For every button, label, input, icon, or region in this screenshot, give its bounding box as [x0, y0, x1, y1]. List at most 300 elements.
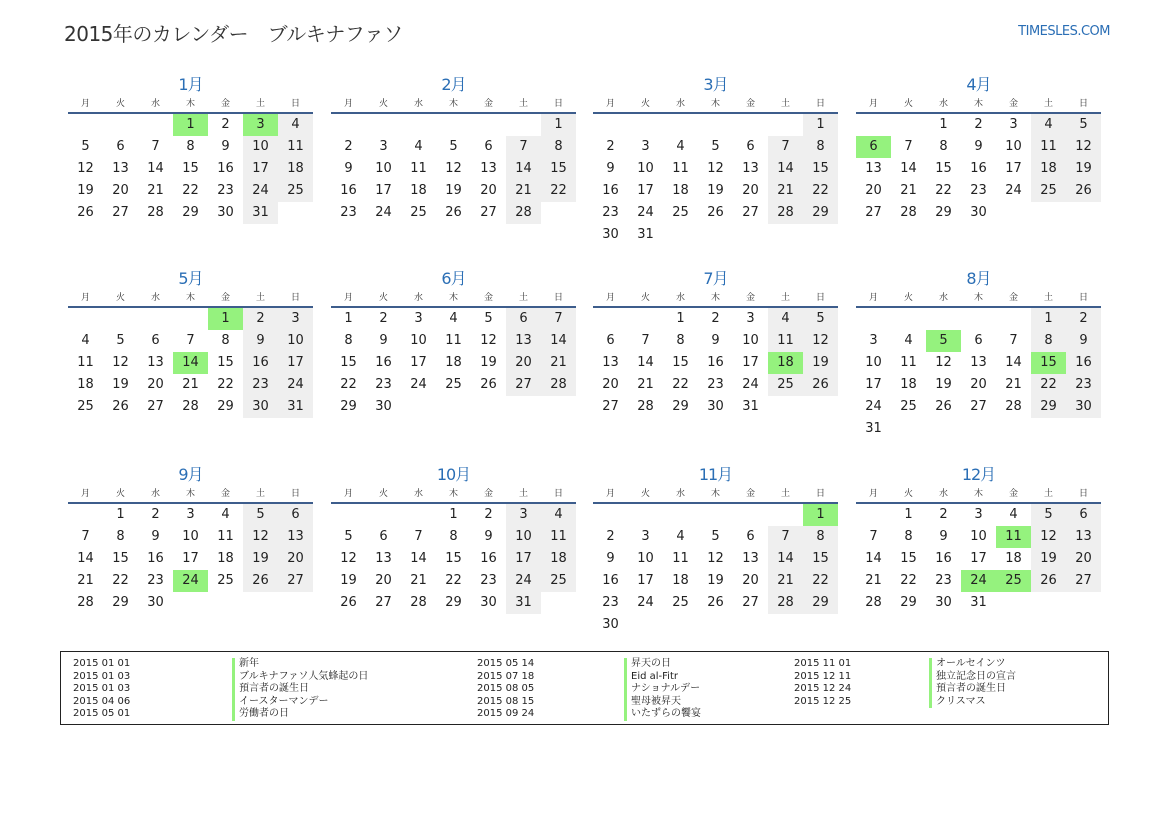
day-cell: 24: [1005, 183, 1022, 198]
weekday-label: 金: [483, 99, 493, 109]
day-cell: 9: [243, 330, 278, 352]
day-cell: 9: [939, 529, 948, 544]
holiday-name: 新年: [239, 658, 259, 669]
day-cell: 31: [278, 396, 313, 418]
day-cell: 21: [147, 183, 164, 198]
day-cell: 5: [344, 529, 353, 544]
day-cell: 29: [340, 399, 357, 414]
day-cell: 29: [672, 399, 689, 414]
day-cell: 3: [278, 308, 313, 330]
day-cell: 28: [865, 595, 882, 610]
day-cell: 28: [541, 374, 576, 396]
empty-cell: [628, 308, 663, 330]
empty-cell: [891, 308, 926, 330]
day-cell: 7: [506, 136, 541, 158]
day-cell: 2: [711, 311, 720, 326]
day-cell: 27: [506, 374, 541, 396]
day-cell: 17: [742, 355, 759, 370]
weekday-header: [593, 290, 838, 308]
day-grid: [856, 114, 1101, 224]
holiday-names-column: [929, 658, 1016, 708]
day-cell: 17: [506, 548, 541, 570]
day-cell: 13: [506, 330, 541, 352]
day-cell: 31: [970, 595, 987, 610]
day-cell: 20: [375, 573, 392, 588]
day-cell: 9: [974, 139, 983, 154]
day-cell: 19: [1066, 158, 1101, 180]
day-cell: 9: [484, 529, 493, 544]
day-cell: 13: [375, 551, 392, 566]
month-7: [593, 269, 838, 418]
day-cell: 7: [1009, 333, 1018, 348]
day-cell: 23: [340, 205, 357, 220]
weekday-label: 土: [1043, 99, 1053, 109]
day-cell: 31: [506, 592, 541, 614]
day-cell: 18: [672, 573, 689, 588]
weekday-label: 水: [413, 489, 423, 499]
day-cell: 18: [1005, 551, 1022, 566]
holiday-day-cell: 25: [996, 570, 1031, 592]
weekday-label: 日: [815, 99, 825, 109]
day-cell: 27: [742, 205, 759, 220]
day-cell: 27: [970, 399, 987, 414]
weekday-label: 月: [343, 489, 353, 499]
day-grid: [331, 504, 576, 614]
holiday-date: 2015 11 01: [794, 658, 852, 669]
holiday-day-cell: 6: [856, 136, 891, 158]
weekday-label: 月: [80, 99, 90, 109]
day-cell: 27: [278, 570, 313, 592]
day-cell: 25: [445, 377, 462, 392]
day-cell: 20: [602, 377, 619, 392]
day-cell: 18: [217, 551, 234, 566]
day-cell: 1: [541, 114, 576, 136]
day-cell: 17: [637, 183, 654, 198]
day-cell: 8: [1031, 330, 1066, 352]
day-cell: 4: [81, 333, 90, 348]
holiday-date: 2015 05 14: [477, 658, 535, 669]
weekday-header: [593, 96, 838, 114]
empty-cell: [401, 114, 436, 136]
day-cell: 30: [707, 399, 724, 414]
holiday-day-cell: 1: [803, 504, 838, 526]
day-cell: 8: [186, 139, 195, 154]
weekday-label: 火: [115, 489, 125, 499]
weekday-label: 火: [903, 489, 913, 499]
day-cell: 22: [182, 183, 199, 198]
weekday-label: 水: [675, 489, 685, 499]
weekday-label: 月: [605, 489, 615, 499]
day-cell: 2: [1066, 308, 1101, 330]
day-cell: 2: [243, 308, 278, 330]
day-cell: 5: [81, 139, 90, 154]
empty-cell: [103, 308, 138, 330]
day-cell: 2: [484, 507, 493, 522]
day-cell: 3: [641, 529, 650, 544]
day-cell: 21: [182, 377, 199, 392]
day-cell: 14: [900, 161, 917, 176]
day-cell: 27: [742, 595, 759, 610]
holiday-name: ナショナルデー: [631, 683, 701, 694]
weekday-label: 日: [553, 99, 563, 109]
holiday-name: 預言者の誕生日: [936, 683, 1006, 694]
month-12: [856, 465, 1101, 614]
day-cell: 4: [449, 311, 458, 326]
day-cell: 26: [112, 399, 129, 414]
day-cell: 6: [974, 333, 983, 348]
day-cell: 26: [340, 595, 357, 610]
weekday-header: [68, 96, 313, 114]
month-3: [593, 75, 838, 246]
weekday-label: 日: [1078, 99, 1088, 109]
holiday-name: クリスマス: [936, 695, 986, 707]
day-cell: 11: [900, 355, 917, 370]
weekday-label: 月: [343, 99, 353, 109]
day-cell: 8: [676, 333, 685, 348]
weekday-label: 土: [780, 489, 790, 499]
weekday-label: 木: [973, 99, 983, 109]
holiday-day-cell: 24: [173, 570, 208, 592]
holiday-date: 2015 01 03: [73, 683, 131, 694]
day-cell: 6: [484, 139, 493, 154]
day-cell: 16: [340, 183, 357, 198]
weekday-label: 月: [868, 293, 878, 303]
day-cell: 25: [768, 374, 803, 396]
weekday-label: 火: [378, 489, 388, 499]
day-cell: 20: [112, 183, 129, 198]
day-cell: 10: [410, 333, 427, 348]
weekday-label: 土: [780, 293, 790, 303]
weekday-label: 土: [255, 99, 265, 109]
day-cell: 25: [410, 205, 427, 220]
day-cell: 23: [707, 377, 724, 392]
day-cell: 26: [1066, 180, 1101, 202]
weekday-label: 日: [1078, 293, 1088, 303]
day-cell: 14: [865, 551, 882, 566]
day-cell: 9: [606, 551, 615, 566]
weekday-label: 火: [115, 99, 125, 109]
day-grid: [68, 504, 313, 614]
day-cell: 22: [340, 377, 357, 392]
day-cell: 13: [865, 161, 882, 176]
weekday-label: 月: [868, 99, 878, 109]
day-cell: 19: [480, 355, 497, 370]
day-cell: 8: [803, 526, 838, 548]
day-cell: 24: [637, 205, 654, 220]
empty-cell: [471, 114, 506, 136]
day-cell: 21: [77, 573, 94, 588]
day-cell: 16: [602, 573, 619, 588]
day-cell: 12: [112, 355, 129, 370]
day-cell: 23: [935, 573, 952, 588]
day-cell: 29: [803, 202, 838, 224]
day-cell: 21: [768, 570, 803, 592]
day-cell: 17: [278, 352, 313, 374]
day-cell: 22: [445, 573, 462, 588]
weekday-label: 木: [185, 99, 195, 109]
day-cell: 23: [243, 374, 278, 396]
day-cell: 23: [375, 377, 392, 392]
day-cell: 18: [278, 158, 313, 180]
empty-cell: [698, 504, 733, 526]
day-cell: 5: [1066, 114, 1101, 136]
weekday-label: 木: [185, 489, 195, 499]
weekday-label: 月: [80, 293, 90, 303]
day-cell: 30: [243, 396, 278, 418]
holiday-day-cell: 15: [1031, 352, 1066, 374]
day-cell: 8: [904, 529, 913, 544]
day-cell: 3: [379, 139, 388, 154]
day-cell: 27: [480, 205, 497, 220]
day-cell: 13: [112, 161, 129, 176]
day-grid: [68, 308, 313, 418]
day-cell: 6: [746, 139, 755, 154]
holiday-day-cell: 18: [768, 352, 803, 374]
empty-cell: [173, 308, 208, 330]
empty-cell: [768, 114, 803, 136]
empty-cell: [996, 308, 1031, 330]
day-cell: 1: [116, 507, 125, 522]
day-cell: 21: [865, 573, 882, 588]
day-cell: 4: [768, 308, 803, 330]
day-cell: 4: [541, 504, 576, 526]
weekday-label: 水: [413, 99, 423, 109]
day-cell: 13: [742, 161, 759, 176]
day-cell: 18: [410, 183, 427, 198]
day-cell: 5: [803, 308, 838, 330]
day-cell: 17: [375, 183, 392, 198]
day-cell: 10: [182, 529, 199, 544]
weekday-label: 木: [710, 293, 720, 303]
day-cell: 26: [243, 570, 278, 592]
day-cell: 15: [803, 548, 838, 570]
holidays-list: [60, 651, 1109, 725]
day-cell: 10: [970, 529, 987, 544]
day-cell: 18: [541, 548, 576, 570]
day-cell: 21: [410, 573, 427, 588]
day-cell: 12: [935, 355, 952, 370]
weekday-header: [856, 96, 1101, 114]
month-title: 10月: [436, 465, 471, 484]
site-link[interactable]: TIMESLES.COM: [1018, 24, 1110, 39]
day-cell: 9: [1066, 330, 1101, 352]
month-title: 12月: [961, 465, 996, 484]
day-grid: [68, 114, 313, 224]
day-cell: 31: [637, 227, 654, 242]
holiday-name: Eid al-Fitr: [631, 670, 678, 682]
empty-cell: [366, 114, 401, 136]
holiday-name: ブルキナファソ人気蜂起の日: [239, 670, 369, 682]
day-cell: 4: [414, 139, 423, 154]
weekday-header: [331, 290, 576, 308]
day-grid: [593, 114, 838, 246]
day-cell: 8: [541, 136, 576, 158]
day-cell: 22: [803, 570, 838, 592]
holiday-date: 2015 08 15: [477, 695, 535, 707]
day-grid: [593, 308, 838, 418]
day-cell: 24: [506, 570, 541, 592]
holiday-date: 2015 07 18: [477, 670, 535, 682]
day-cell: 5: [116, 333, 125, 348]
weekday-label: 金: [220, 489, 230, 499]
day-cell: 24: [375, 205, 392, 220]
day-cell: 18: [900, 377, 917, 392]
month-title: 5月: [178, 269, 203, 288]
day-cell: 19: [707, 573, 724, 588]
day-cell: 7: [414, 529, 423, 544]
day-cell: 19: [243, 548, 278, 570]
day-cell: 28: [1005, 399, 1022, 414]
weekday-label: 月: [605, 293, 615, 303]
day-cell: 20: [480, 183, 497, 198]
empty-cell: [698, 114, 733, 136]
day-cell: 26: [803, 374, 838, 396]
day-cell: 26: [480, 377, 497, 392]
day-cell: 25: [900, 399, 917, 414]
weekday-label: 月: [80, 489, 90, 499]
holiday-date: 2015 09 24: [477, 708, 535, 719]
weekday-header: [68, 290, 313, 308]
month-title: 8月: [966, 269, 991, 288]
weekday-label: 土: [518, 99, 528, 109]
day-cell: 1: [803, 114, 838, 136]
day-cell: 16: [375, 355, 392, 370]
day-cell: 25: [77, 399, 94, 414]
day-cell: 2: [221, 117, 230, 132]
day-cell: 14: [541, 330, 576, 352]
day-cell: 4: [676, 529, 685, 544]
weekday-label: 火: [903, 293, 913, 303]
day-cell: 27: [147, 399, 164, 414]
empty-cell: [663, 114, 698, 136]
day-cell: 25: [672, 205, 689, 220]
day-cell: 28: [900, 205, 917, 220]
weekday-label: 金: [745, 293, 755, 303]
day-cell: 5: [711, 529, 720, 544]
weekday-label: 土: [780, 99, 790, 109]
day-cell: 16: [480, 551, 497, 566]
weekday-label: 日: [1078, 489, 1088, 499]
month-2: [331, 75, 576, 224]
empty-cell: [506, 114, 541, 136]
day-cell: 19: [1031, 548, 1066, 570]
weekday-label: 日: [553, 489, 563, 499]
day-cell: 31: [865, 421, 882, 436]
holiday-day-cell: 1: [173, 114, 208, 136]
empty-cell: [401, 504, 436, 526]
day-cell: 7: [541, 308, 576, 330]
weekday-label: 水: [150, 99, 160, 109]
empty-cell: [768, 504, 803, 526]
day-cell: 9: [221, 139, 230, 154]
day-cell: 9: [606, 161, 615, 176]
day-cell: 29: [217, 399, 234, 414]
day-cell: 10: [742, 333, 759, 348]
day-cell: 13: [1066, 526, 1101, 548]
weekday-label: 日: [290, 99, 300, 109]
day-cell: 18: [1031, 158, 1066, 180]
day-cell: 13: [480, 161, 497, 176]
day-cell: 13: [147, 355, 164, 370]
holiday-date: 2015 04 06: [73, 695, 131, 707]
day-cell: 19: [112, 377, 129, 392]
empty-cell: [926, 308, 961, 330]
day-cell: 5: [711, 139, 720, 154]
day-cell: 27: [1066, 570, 1101, 592]
empty-cell: [593, 308, 628, 330]
day-cell: 3: [1009, 117, 1018, 132]
day-cell: 16: [707, 355, 724, 370]
weekday-label: 火: [640, 293, 650, 303]
day-cell: 23: [480, 573, 497, 588]
day-cell: 24: [865, 399, 882, 414]
weekday-label: 金: [483, 489, 493, 499]
day-cell: 25: [541, 570, 576, 592]
day-grid: [593, 504, 838, 636]
day-cell: 18: [77, 377, 94, 392]
day-cell: 25: [217, 573, 234, 588]
day-cell: 11: [541, 526, 576, 548]
empty-cell: [68, 114, 103, 136]
day-cell: 22: [112, 573, 129, 588]
day-cell: 9: [711, 333, 720, 348]
day-cell: 30: [602, 227, 619, 242]
weekday-header: [856, 290, 1101, 308]
day-cell: 15: [340, 355, 357, 370]
weekday-label: 木: [448, 293, 458, 303]
day-cell: 7: [869, 529, 878, 544]
holiday-day-cell: 24: [961, 570, 996, 592]
weekday-label: 金: [745, 99, 755, 109]
day-cell: 8: [221, 333, 230, 348]
day-cell: 6: [379, 529, 388, 544]
day-cell: 11: [768, 330, 803, 352]
day-cell: 26: [77, 205, 94, 220]
day-grid: [856, 308, 1101, 440]
empty-cell: [593, 504, 628, 526]
day-cell: 24: [637, 595, 654, 610]
day-cell: 12: [77, 161, 94, 176]
day-cell: 29: [1031, 396, 1066, 418]
day-cell: 15: [217, 355, 234, 370]
day-cell: 7: [768, 136, 803, 158]
month-10: [331, 465, 576, 614]
weekday-label: 火: [903, 99, 913, 109]
empty-cell: [331, 504, 366, 526]
day-cell: 22: [935, 183, 952, 198]
empty-cell: [856, 114, 891, 136]
holiday-date: 2015 05 01: [73, 708, 131, 719]
month-8: [856, 269, 1101, 440]
day-cell: 21: [900, 183, 917, 198]
holiday-dates-column: [73, 658, 130, 721]
day-cell: 20: [1066, 548, 1101, 570]
day-cell: 4: [278, 114, 313, 136]
day-cell: 10: [1005, 139, 1022, 154]
weekday-label: 日: [815, 489, 825, 499]
holiday-day-cell: 11: [996, 526, 1031, 548]
weekday-label: 土: [1043, 489, 1053, 499]
day-cell: 28: [77, 595, 94, 610]
day-cell: 28: [182, 399, 199, 414]
day-cell: 15: [182, 161, 199, 176]
day-cell: 22: [672, 377, 689, 392]
weekday-header: [331, 486, 576, 504]
day-cell: 19: [707, 183, 724, 198]
day-cell: 12: [1031, 526, 1066, 548]
day-cell: 25: [1031, 180, 1066, 202]
weekday-label: 金: [483, 293, 493, 303]
